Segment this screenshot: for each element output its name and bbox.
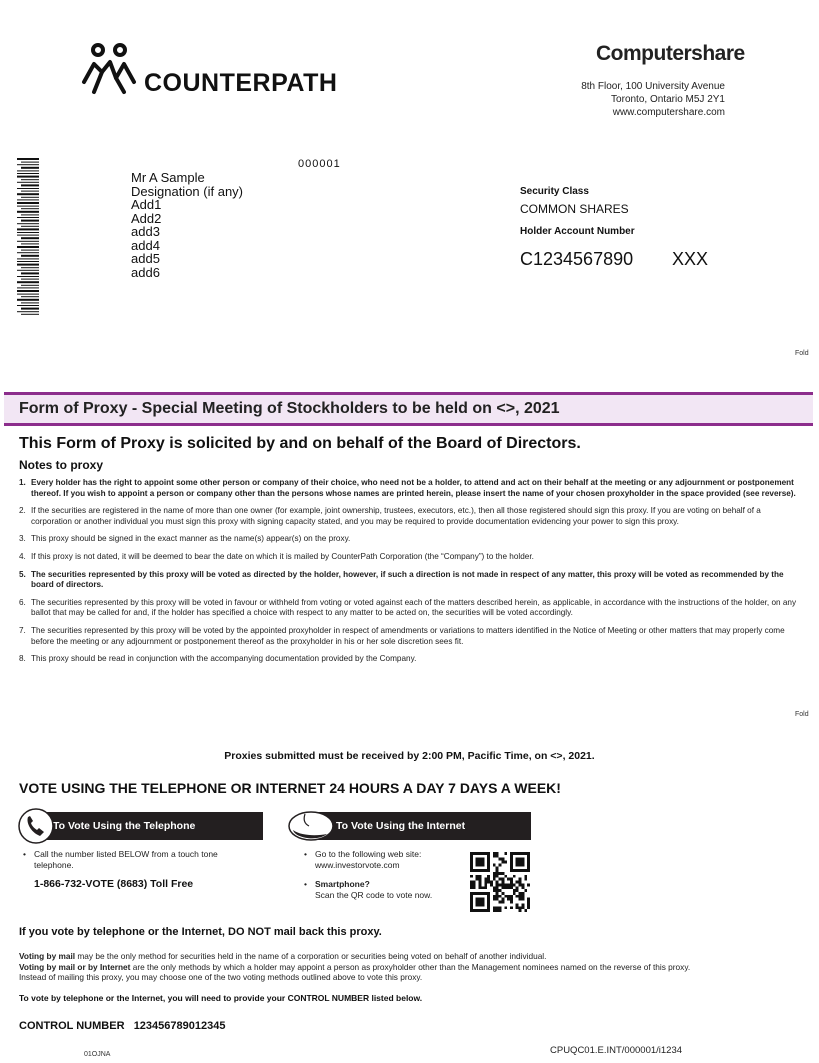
holder-account-suffix: XXX — [672, 249, 709, 269]
holder-account-number: C1234567890 — [520, 249, 634, 269]
address-line: Add2 — [131, 210, 162, 226]
phone-number: 1-866-732-VOTE (8683) Toll Free — [34, 878, 194, 890]
address-line: Add1 — [131, 197, 162, 212]
footer-code-left: 01OJNA — [84, 1051, 111, 1058]
do-not-mail-notice: If you vote by telephone or the Internet, DO NOT mail back this proxy. — [19, 926, 382, 938]
mail-info-text: are the only methods by which a holder may appoint a person as proxyholder other than the Management nominees named on the reverse of this proxy. — [130, 961, 691, 972]
holder-account-label: Holder Account Number — [520, 226, 635, 237]
agent-website: www.computershare.com — [612, 107, 725, 118]
computer-mouse-icon — [287, 808, 335, 844]
control-number-requirement: To vote by telephone or the Internet, you will need to provide your CONTROL NUMBER listed below. — [19, 993, 423, 1003]
control-number — [19, 1020, 225, 1032]
footer-code-right: CPUQC01.E.INT/000001/i1234 — [550, 1045, 683, 1056]
agent-address-line: Toronto, Ontario M5J 2Y1 — [611, 94, 725, 105]
note-number: 2. — [19, 506, 26, 516]
vote-title: VOTE USING THE TELEPHONE OR INTERNET 24 HOURS A DAY 7 DAYS A WEEK! — [19, 780, 561, 796]
computershare-logo: Computershare — [596, 42, 745, 65]
note-number: 1. — [19, 478, 26, 487]
investorvote-url: www.investorvote.com — [315, 859, 400, 870]
internet-vote-header: To Vote Using the Internet — [318, 812, 531, 840]
bullet-icon: • — [304, 879, 307, 889]
notes-list — [19, 478, 797, 672]
security-class-value: COMMON SHARES — [520, 202, 629, 216]
note-item — [19, 478, 797, 499]
security-class-label: Security Class — [520, 186, 589, 197]
mail-voting-info — [19, 951, 799, 983]
bullet-icon: • — [304, 849, 307, 859]
phone-instruction — [23, 849, 254, 870]
note-number: 4. — [19, 551, 26, 561]
sequence-number: 000001 — [298, 158, 341, 170]
recipient-address — [131, 171, 243, 279]
address-line: Designation (if any) — [131, 183, 243, 199]
smartphone-instruction — [304, 879, 465, 900]
mail-info-line — [19, 962, 799, 973]
address-line: Mr A Sample — [131, 170, 205, 185]
note-number: 8. — [19, 654, 26, 664]
note-item — [19, 598, 797, 619]
note-number: 7. — [19, 625, 26, 635]
address-line: add4 — [131, 237, 160, 253]
note-number: 5. — [19, 569, 26, 579]
control-number-label: CONTROL NUMBER — [19, 1020, 125, 1032]
mail-info-bold: Voting by mail or by Internet — [19, 961, 131, 972]
address-line: add5 — [131, 251, 160, 266]
mail-info-line: Instead of mailing this proxy, you may choose one of the two voting methods outlined above to vote this proxy. — [19, 972, 423, 982]
note-item — [19, 654, 797, 665]
fold-mark: Fold — [795, 350, 809, 357]
control-number-value: 123456789012345 — [133, 1020, 226, 1032]
note-number: 3. — [19, 534, 26, 544]
note-text: This proxy should be signed in the exact manner as the name(s) appear(s) on the proxy. — [31, 534, 351, 544]
address-line: add3 — [131, 224, 160, 239]
note-text: If this proxy is not dated, it will be deemed to bear the date on which it is mailed by CounterPath Corporation (the “Company”) to the holder. — [31, 551, 534, 561]
deadline-notice: Proxies submitted must be received by 2:00 PM, Pacific Time, on <>, 2021. — [224, 750, 595, 762]
internet-instruction-text: Go to the following web site: — [315, 849, 422, 859]
smartphone-text: Scan the QR code to vote now. — [315, 889, 433, 900]
agent-address-line: 8th Floor, 100 University Avenue — [581, 81, 725, 92]
note-item — [19, 506, 797, 527]
counterpath-logo — [80, 42, 340, 96]
note-item — [19, 534, 797, 545]
agent-address — [581, 80, 725, 119]
note-text: The securities represented by this proxy will be voted by the appointed proxyholder in respect of amendments or variations to matters identified in the Notice of Meeting or other matters that may properly come before the meeting or any adjournment or postponement thereof as the proxyholder in his or her sole discretion sees fit. — [31, 625, 785, 646]
solicitation-heading: This Form of Proxy is solicited by and on behalf of the Board of Directors. — [19, 435, 581, 452]
notes-title: Notes to proxy — [19, 458, 104, 472]
note-text: The securities represented by this proxy will be voted as directed by the holder, however, if such a direction is not made in respect of any matter, this proxy will be voted as recommended by the board of directors. — [31, 569, 784, 590]
note-item — [19, 570, 797, 591]
note-text: Every holder has the right to appoint some other person or company of their choice, who need not be a holder, to attend and act on their behalf at the meeting or any adjournment or postponement thereof. If you wish to appoint a person or company other than the persons whose names are printed herein, please insert the name of your chosen proxyholder in the space provided (see reverse). — [31, 478, 796, 498]
note-number: 6. — [19, 597, 26, 607]
note-item — [19, 552, 797, 563]
smartphone-label: Smartphone? — [315, 879, 370, 889]
telephone-icon — [18, 808, 54, 844]
mail-info-bold: Voting by mail — [19, 951, 76, 961]
mail-info-text: may be the only method for securities held in the name of a corporation or securities being voted on behalf of another individual. — [75, 951, 547, 961]
note-item — [19, 626, 797, 647]
form-title: Form of Proxy - Special Meeting of Stockholders to be held on <>, 2021 — [19, 400, 560, 417]
note-text: If the securities are registered in the name of more than one owner (for example, joint ownership, trustees, executors, etc.), then all those registered should sign this proxy. If you are voting on behalf of a corporation or another individual you must sign this proxy with signing capacity stated, and you may be required to provide documentation evidencing your power to sign this proxy. — [31, 506, 761, 526]
phone-vote-header: To Vote Using the Telephone — [35, 812, 263, 840]
mail-info-line — [19, 951, 799, 962]
postal-barcode — [17, 158, 39, 316]
qr-code-icon — [470, 852, 530, 912]
counterpath-logo-text: COUNTERPATH — [144, 69, 338, 97]
phone-instruction-text: Call the number listed BELOW from a touch tone telephone. — [34, 849, 218, 870]
address-line: add6 — [131, 264, 160, 280]
internet-instruction — [304, 849, 455, 870]
bullet-icon: • — [23, 849, 26, 859]
note-text: The securities represented by this proxy will be voted in favour or withheld from voting or voted against each of the matters described herein, as applicable, in accordance with the instructions of the holder, on any ballot that may be called for and, if the holder has specified a choice with respect to any matter to be acted on, the securities will be voted accordingly. — [31, 597, 797, 618]
note-text: This proxy should be read in conjunction with the accompanying documentation provided by the Company. — [31, 654, 417, 664]
fold-mark: Fold — [795, 711, 809, 718]
counterpath-people-icon — [80, 42, 138, 96]
